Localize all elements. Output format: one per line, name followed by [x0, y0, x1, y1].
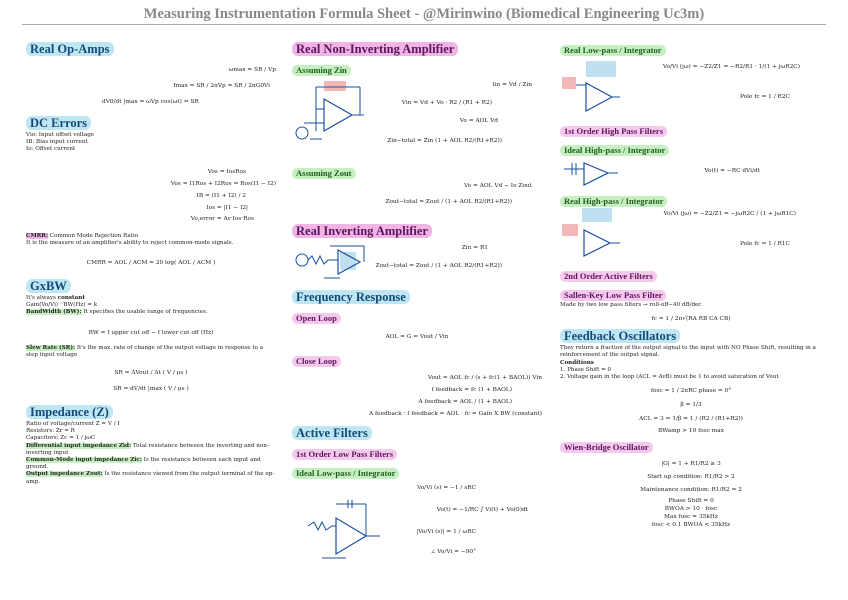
sub-real-lowpass: Real Low-pass / Integrator [560, 45, 666, 56]
eq-vout-close: Vout = AOL fc / (s + fc(1 + BAOL)) Vin [427, 375, 542, 381]
heading-active-filters: Active Filters [292, 426, 372, 440]
column-2 [292, 38, 542, 570]
real-highpass-circuit-diagram [560, 208, 620, 262]
sub-assuming-zout: Assuming Zout [292, 168, 356, 179]
heading-noninverting: Real Non-Inverting Amplifier [292, 42, 458, 56]
eq-wien-maintenance: Maintenance condition: R1/R2 = 2 [640, 487, 742, 494]
eq-wien-gain: |G| = 1 + R1/R2 ≥ 3 [661, 461, 721, 468]
eq-gain-bw: A feedback · f feedback = AOL · fc = Gain X BW (constant) [369, 411, 542, 417]
eq-cmrr: CMRR = AOL / ACM = 20 log( AOL / ACM ) [86, 260, 216, 267]
eq-zout-total-inv: Zout−total = Zout / (1 + AOL R2/(R1+R2)) [375, 263, 502, 269]
sub-ideal-lowpass: Ideal Low-pass / Integrator [292, 468, 399, 479]
eq-ideal-hp: Vo(t) = −RC dVi/dt [704, 168, 760, 174]
eq-wien-max-fosc: Max fosc = 35kHz [664, 514, 718, 521]
eq-wien-phase: Phase Shift = 0 [668, 498, 714, 505]
eq-bw: BW = f upper cut off − f lower cut off (Hz) [88, 329, 214, 336]
dc-line-vio: Vio: Input offset voltage [26, 132, 95, 138]
noninverting-circuit-diagram [294, 79, 366, 145]
eq-acl: ACL = 3 = 1/β = 1 / (R2 / (R1+R2)) [639, 416, 743, 423]
sub-ideal-highpass: Ideal High-pass / Integrator [560, 145, 669, 156]
eq-sallen-key: fc = 1 / 2π√(RA RB CA CB) [651, 316, 731, 323]
eq-vo-aol: Vo = AOL Vd [459, 118, 498, 124]
eq-zin-total: Zin−total = Zin (1 + AOL R2/(R1+R2)) [387, 138, 502, 144]
zic-text: Is the resistance between each input and ground. [26, 457, 261, 471]
cmrr-description: It is the measure of an amplifier's ability to reject common-mode signals. [26, 239, 234, 246]
column-3 [560, 38, 822, 529]
zic-label: Common-Mode input impedance Zic: [26, 457, 142, 464]
imp-resistors: Resistors: Zr = R [26, 428, 75, 435]
eq-vin: Vin = Vd + Vo · R2 / (R1 + R2) [401, 100, 492, 106]
zout-text: Is the resistance viewed from the output terminal of the op-amp. [26, 471, 275, 485]
eq-ib: IB = (I1 + I2) / 2 [196, 192, 246, 199]
eq-dvdt: dV0/dt |max = ωVp cos(ωt) = SR [102, 99, 199, 105]
heading-feedback-oscillators: Feedback Oscillators [560, 329, 680, 343]
eq-real-hp-tf: Vo/Vi (jω) = −Z2/Z1 = −jωR2C / (1 + jωR1C) [663, 211, 796, 217]
eq-sr-derivative: SR = dV/dt |max ( V / μs ) [113, 386, 189, 393]
sub-first-order-highpass: 1st Order High Pass Filters [560, 126, 667, 137]
eq-iin: Iin = Vd / Zin [492, 82, 532, 88]
sub-real-highpass: Real High-pass / Integrator [560, 196, 667, 207]
osc-conditions: Conditions [560, 359, 594, 366]
imp-capacitors: Capacitors: Zc = 1 / jωC [26, 435, 96, 442]
eq-beta: β = 1/3 [680, 402, 702, 409]
heading-real-opamps: Real Op-Amps [26, 42, 114, 56]
eq-vos: Vos = IosRos [207, 168, 246, 175]
eq-fosc: fosc = 1 / 2πRC phase = 0° [650, 388, 732, 395]
eq-wien-bwoa: BWOA > 10 · fosc [664, 506, 718, 513]
eq-omega-max: ωmax = SR / Vp [228, 67, 276, 73]
eq-ideal-lp-tf: Vo/Vi (s) = −1 / sRC [417, 485, 476, 491]
eq-vos-expanded: Vos = I1Ros + I2Ros = Ros(I1 − I2) [170, 180, 276, 187]
eq-real-hp-pole: Pole fc = 1 / R1C [739, 241, 790, 247]
eq-a-feedback: A feedback = AOL / (1 + BAOL) [418, 399, 512, 405]
osc-description: They return a fraction of the output signal to the input with NO Phase Shift, resulting in a reinforcement of the output signal. [560, 345, 816, 359]
sub-wien-bridge: Wien-Bridge Oscillator [560, 442, 653, 453]
sr-text: It's the max. rate of change of the output voltage in response to a step input voltage [26, 344, 264, 358]
eq-real-lp-pole: Pole fc = 1 / R2C [739, 94, 790, 100]
gxbw-line1: It's always [26, 295, 58, 302]
ideal-highpass-circuit-diagram [560, 157, 620, 189]
page-title: Measuring Instrumentation Formula Sheet - @Mirinwino (Biomedical Engineering Uc3m) [143, 6, 705, 22]
heading-dc-errors: DC Errors [26, 116, 91, 130]
zout-label: Output impedance Zout: [26, 471, 103, 478]
eq-ideal-lp-phase: ∠ Vo/Vi = −90° [430, 549, 476, 555]
eq-wien-fosc-limit: fosc < 0.1 BWOA < 35kHz [651, 522, 731, 529]
eq-vo-error: Vo,error = Av·Ios·Ros [190, 215, 254, 222]
sub-sallen-key: Sallen-Key Low Pass Filter [560, 290, 666, 301]
eq-ios: Ios = |I1 − I2| [206, 204, 248, 211]
eq-aol: AOL = G = Vout / Vin [385, 334, 449, 340]
eq-f-feedback: f feedback = fc (1 + BAOL) [431, 387, 512, 393]
eq-f-max: fmax = SR / 2πVp = SR / 2πG0Vi [173, 83, 270, 89]
eq-vo-zout: Vo = AOL Vd − Io Zout [464, 183, 532, 189]
dc-line-ib: IB: Bias input current [26, 139, 88, 146]
column-1 [26, 38, 276, 486]
eq-ideal-lp-time: Vo(t) = −1/RC ∫ Vi(t) + Vo(0)dt [436, 507, 528, 513]
heading-inverting: Real Inverting Amplifier [292, 224, 432, 238]
sallen-key-text: Made by two low pass filters → roll-off−40 dB/dec [560, 302, 702, 308]
zid-text: Total resistance between the inverting and non-inverting input [26, 442, 269, 456]
sub-first-order-lowpass: 1st Order Low Pass Filters [292, 449, 397, 460]
sub-open-loop: Open Loop [292, 313, 341, 324]
cmrr-label: CMRR: [26, 232, 49, 239]
sub-close-loop: Close Loop [292, 356, 341, 367]
heading-impedance: Impedance (Z) [26, 405, 113, 419]
imp-ratio: Ratio of voltage/current Z = V / I [26, 421, 120, 428]
sr-label: Slew Rate (SR): [26, 344, 76, 351]
eq-wien-startup: Start up condition: R1/R2 > 2 [647, 474, 735, 481]
eq-ideal-lp-mag: |Vo/Vi (s)| = 1 / ωRC [416, 529, 476, 535]
sub-second-order: 2nd Order Active Filters [560, 271, 657, 282]
eq-zout-total: Zout−total = Zout / (1 + AOL R2/(R1+R2)) [385, 199, 512, 205]
title-divider [22, 24, 826, 25]
gxbw-constant: constant [57, 295, 85, 302]
zid-label: Differential input impedance Zid: [26, 442, 132, 449]
gxbw-formula: Gain(Vo/Vi) · BW(Hz) = k [26, 302, 98, 309]
heading-frequency-response: Frequency Response [292, 290, 410, 304]
eq-real-lp-tf: Vo/Vi (jω) = −Z2/Z1 = −R2/R1 · 1/(1 + jωR2C) [662, 64, 800, 70]
bw-text: It specifies the usable range of frequencies. [83, 309, 208, 316]
osc-cond-1: 1. Phase Shift = 0 [560, 366, 612, 373]
eq-bw-amp: BWamp > 10 fosc max [657, 428, 725, 435]
osc-cond-2: 2. Voltage gain in the loop (ACL = AvB) must be 1 to avoid saturation of Vout [560, 374, 779, 381]
dc-line-io: Io: Offset current [26, 146, 76, 153]
cmrr-name: Common Mode Rejection Ratio [49, 232, 139, 239]
eq-sr-delta: SR = ΔVout / Δt ( V / μs ) [114, 370, 188, 377]
bw-label: BandWidth (BW): [26, 309, 82, 316]
heading-gxbw: GxBW [26, 279, 71, 293]
sub-assuming-zin: Assuming Zin [292, 65, 351, 76]
eq-zin-r1: Zin = R1 [461, 245, 488, 251]
